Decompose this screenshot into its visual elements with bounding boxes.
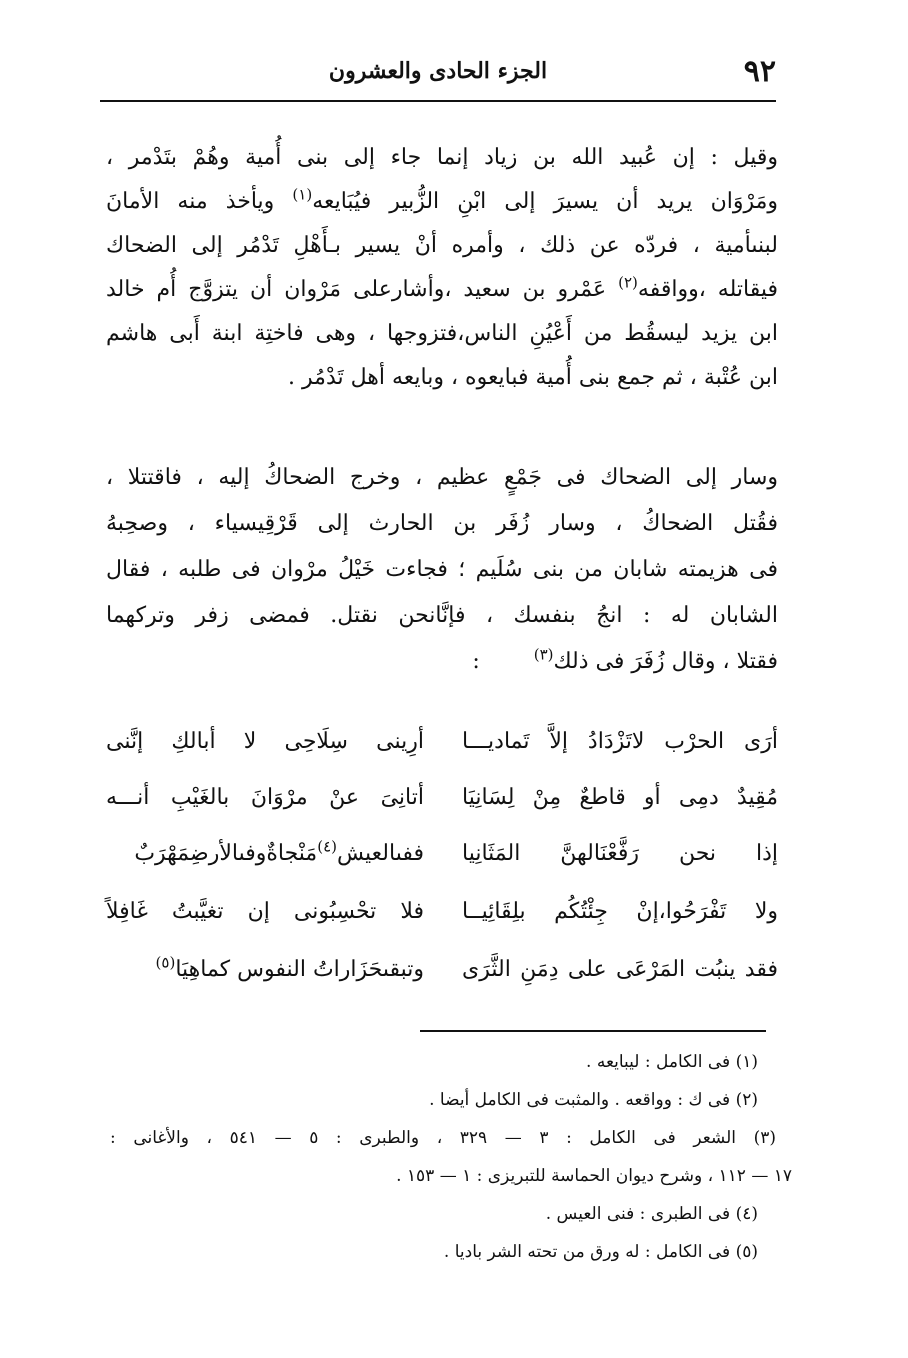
paragraph-1-line-2-text: ومَرْوَان يريد أن يسيرَ إلى ابْنِ الزُّبير فيُبَايعه xyxy=(312,189,779,214)
footnote-separator xyxy=(420,1030,766,1032)
verse-5-first-hemistich-text: وتبقىحَزَاراتُ النفوس كماهِيَا xyxy=(175,957,424,982)
footnote-3-continued: ١٧ — ١١٢ ، وشرح ديوان الحماسة للتبريزى : ١ — ١٥٣ . xyxy=(396,1166,792,1186)
verse-3 xyxy=(106,832,778,890)
paragraph-2-line-2: فقُتل الضحاكُ ، وسار زُفَر بن الحارث إلى قَرْقِيسياء ، وصحِبهُ xyxy=(106,511,778,536)
verse-2 xyxy=(106,776,778,834)
verse-3-first-hemistich xyxy=(106,832,424,876)
verse-1-second-hemistich: أرَى الحرْب لاتَزْدَادُ إلاَّ تَماديـــا xyxy=(462,729,778,754)
verse-1 xyxy=(106,720,778,778)
verse-4-first-hemistich: فلا تحْسِبُونى إن تغيَّبتُ غَافِلاً xyxy=(106,899,424,924)
paragraph-2 xyxy=(106,456,778,706)
paragraph-1-line-5: ابن يزيد ليسقُط من أَعْيُنِ الناس،فتزوجها ، وهى فاختِة ابنة أَبى هاشم xyxy=(106,321,778,346)
footnote-5: (٥) فى الكامل : له ورق من تحته الشر باديا . xyxy=(443,1242,758,1262)
page-number: ٩٢ xyxy=(743,54,776,89)
footnote-ref-4: (٤) xyxy=(317,837,337,856)
footnote-ref-1: (١) xyxy=(292,185,313,204)
footnote-4: (٤) فى الطبرى : فنى العيس . xyxy=(545,1204,758,1224)
running-title: الجزء الحادى والعشرون xyxy=(328,58,548,84)
paragraph-2-line-5-text: فقتلا ، وقال زُفَرَ فى ذلك xyxy=(553,649,778,674)
footnote-ref-3: (٣) xyxy=(533,645,554,664)
paragraph-2-line-1: وسار إلى الضحاك فى جَمْعٍ عظيم ، وخرج الضحاكُ إليه ، فاقتتلا ، xyxy=(106,465,778,490)
page-header xyxy=(100,48,776,102)
verse-3-first-hemistich-rest: مَنْجاةٌوفىالأرضِمَهْرَبٌ xyxy=(134,841,318,866)
paragraph-1-line-6: ابن عُتْبة ، ثم جمع بنى أُمية فبايعوه ، وبايعه أهل تَدْمُر . xyxy=(288,365,778,390)
paragraph-2-line-5 xyxy=(106,640,778,698)
paragraph-1-line-3: لبنىأمية ، فردّه عن ذلك ، وأمره أنْ يسير بـأَهْلِ تَدْمُر إلى الضحاك xyxy=(106,233,778,258)
verse-2-second-hemistich: مُقِيدٌ دمِى أو قاطعٌ مِنْ لِسَانِيَا xyxy=(462,785,778,810)
verse-5-second-hemistich: فقد ينبُت المَرْعَى على دِمَنِ الثَّرَى xyxy=(462,957,778,982)
footnote-2: (٢) فى ك : وواقعه . والمثبت فى الكامل أيضا . xyxy=(429,1090,758,1110)
paragraph-1-line-4-text: عَمْرو بن سعيد ،وأشارعلى مَرْوان أن يتزوَّج أُم خالد xyxy=(106,277,607,302)
paragraph-2-line-4: الشابان له : انجُ بنفسك ، فإنَّانحن نقتل. فمضى زفر وتركهما xyxy=(106,603,778,628)
footnote-ref-5: (٥) xyxy=(155,953,176,972)
verse-3-second-hemistich: إذا نحن رَفَّعْنَالهنَّ المَثَانِيا xyxy=(462,841,778,866)
paragraph-1-line-4-head: فيقاتله ،وواقفه xyxy=(637,277,778,302)
paragraph-2-colon: : xyxy=(472,649,480,674)
verse-4-second-hemistich: ولا تَفْرَحُوا،إنْ جِئْتُكُم بلِقَائِيــا xyxy=(462,899,778,924)
verse-1-first-hemistich: أرِينى سِلَاحِى لا أبالكِ إنَّنى xyxy=(106,729,424,754)
paragraph-1 xyxy=(106,136,778,446)
verse-4 xyxy=(106,890,778,948)
poem xyxy=(106,720,778,1020)
verse-5-first-hemistich xyxy=(106,948,424,992)
paragraph-2-line-3: فى هزيمته شابان من بنى سُلَيم ؛ فجاءت خَيْلُ مرْوان فى طلبه ، فقال xyxy=(106,557,778,582)
footnotes xyxy=(110,1048,792,1288)
paragraph-1-line-1: وقيل : إن عُبيد الله بن زياد إنما جاء إلى بنى أُمية وهُمْ بتَدْمر ، xyxy=(106,145,778,170)
footnote-3: (٣) الشعر فى الكامل : ٣ — ٣٢٩ ، والطبرى : ٥ — ٥٤١ ، والأغانى : xyxy=(110,1128,777,1148)
footnote-ref-2: (٢) xyxy=(618,273,638,292)
verse-5 xyxy=(106,948,778,1006)
paragraph-1-line-2-tail: ويأخذ منه الأمانَ xyxy=(106,189,275,214)
verse-2-first-hemistich: أتانِىَ عنْ مرْوَانَ بالغَيْبِ أنـــه xyxy=(106,785,424,810)
footnote-1: (١) فى الكامل : ليبايعه . xyxy=(586,1052,758,1072)
verse-3-first-hemistich-head: ففىالعيش xyxy=(337,841,424,866)
